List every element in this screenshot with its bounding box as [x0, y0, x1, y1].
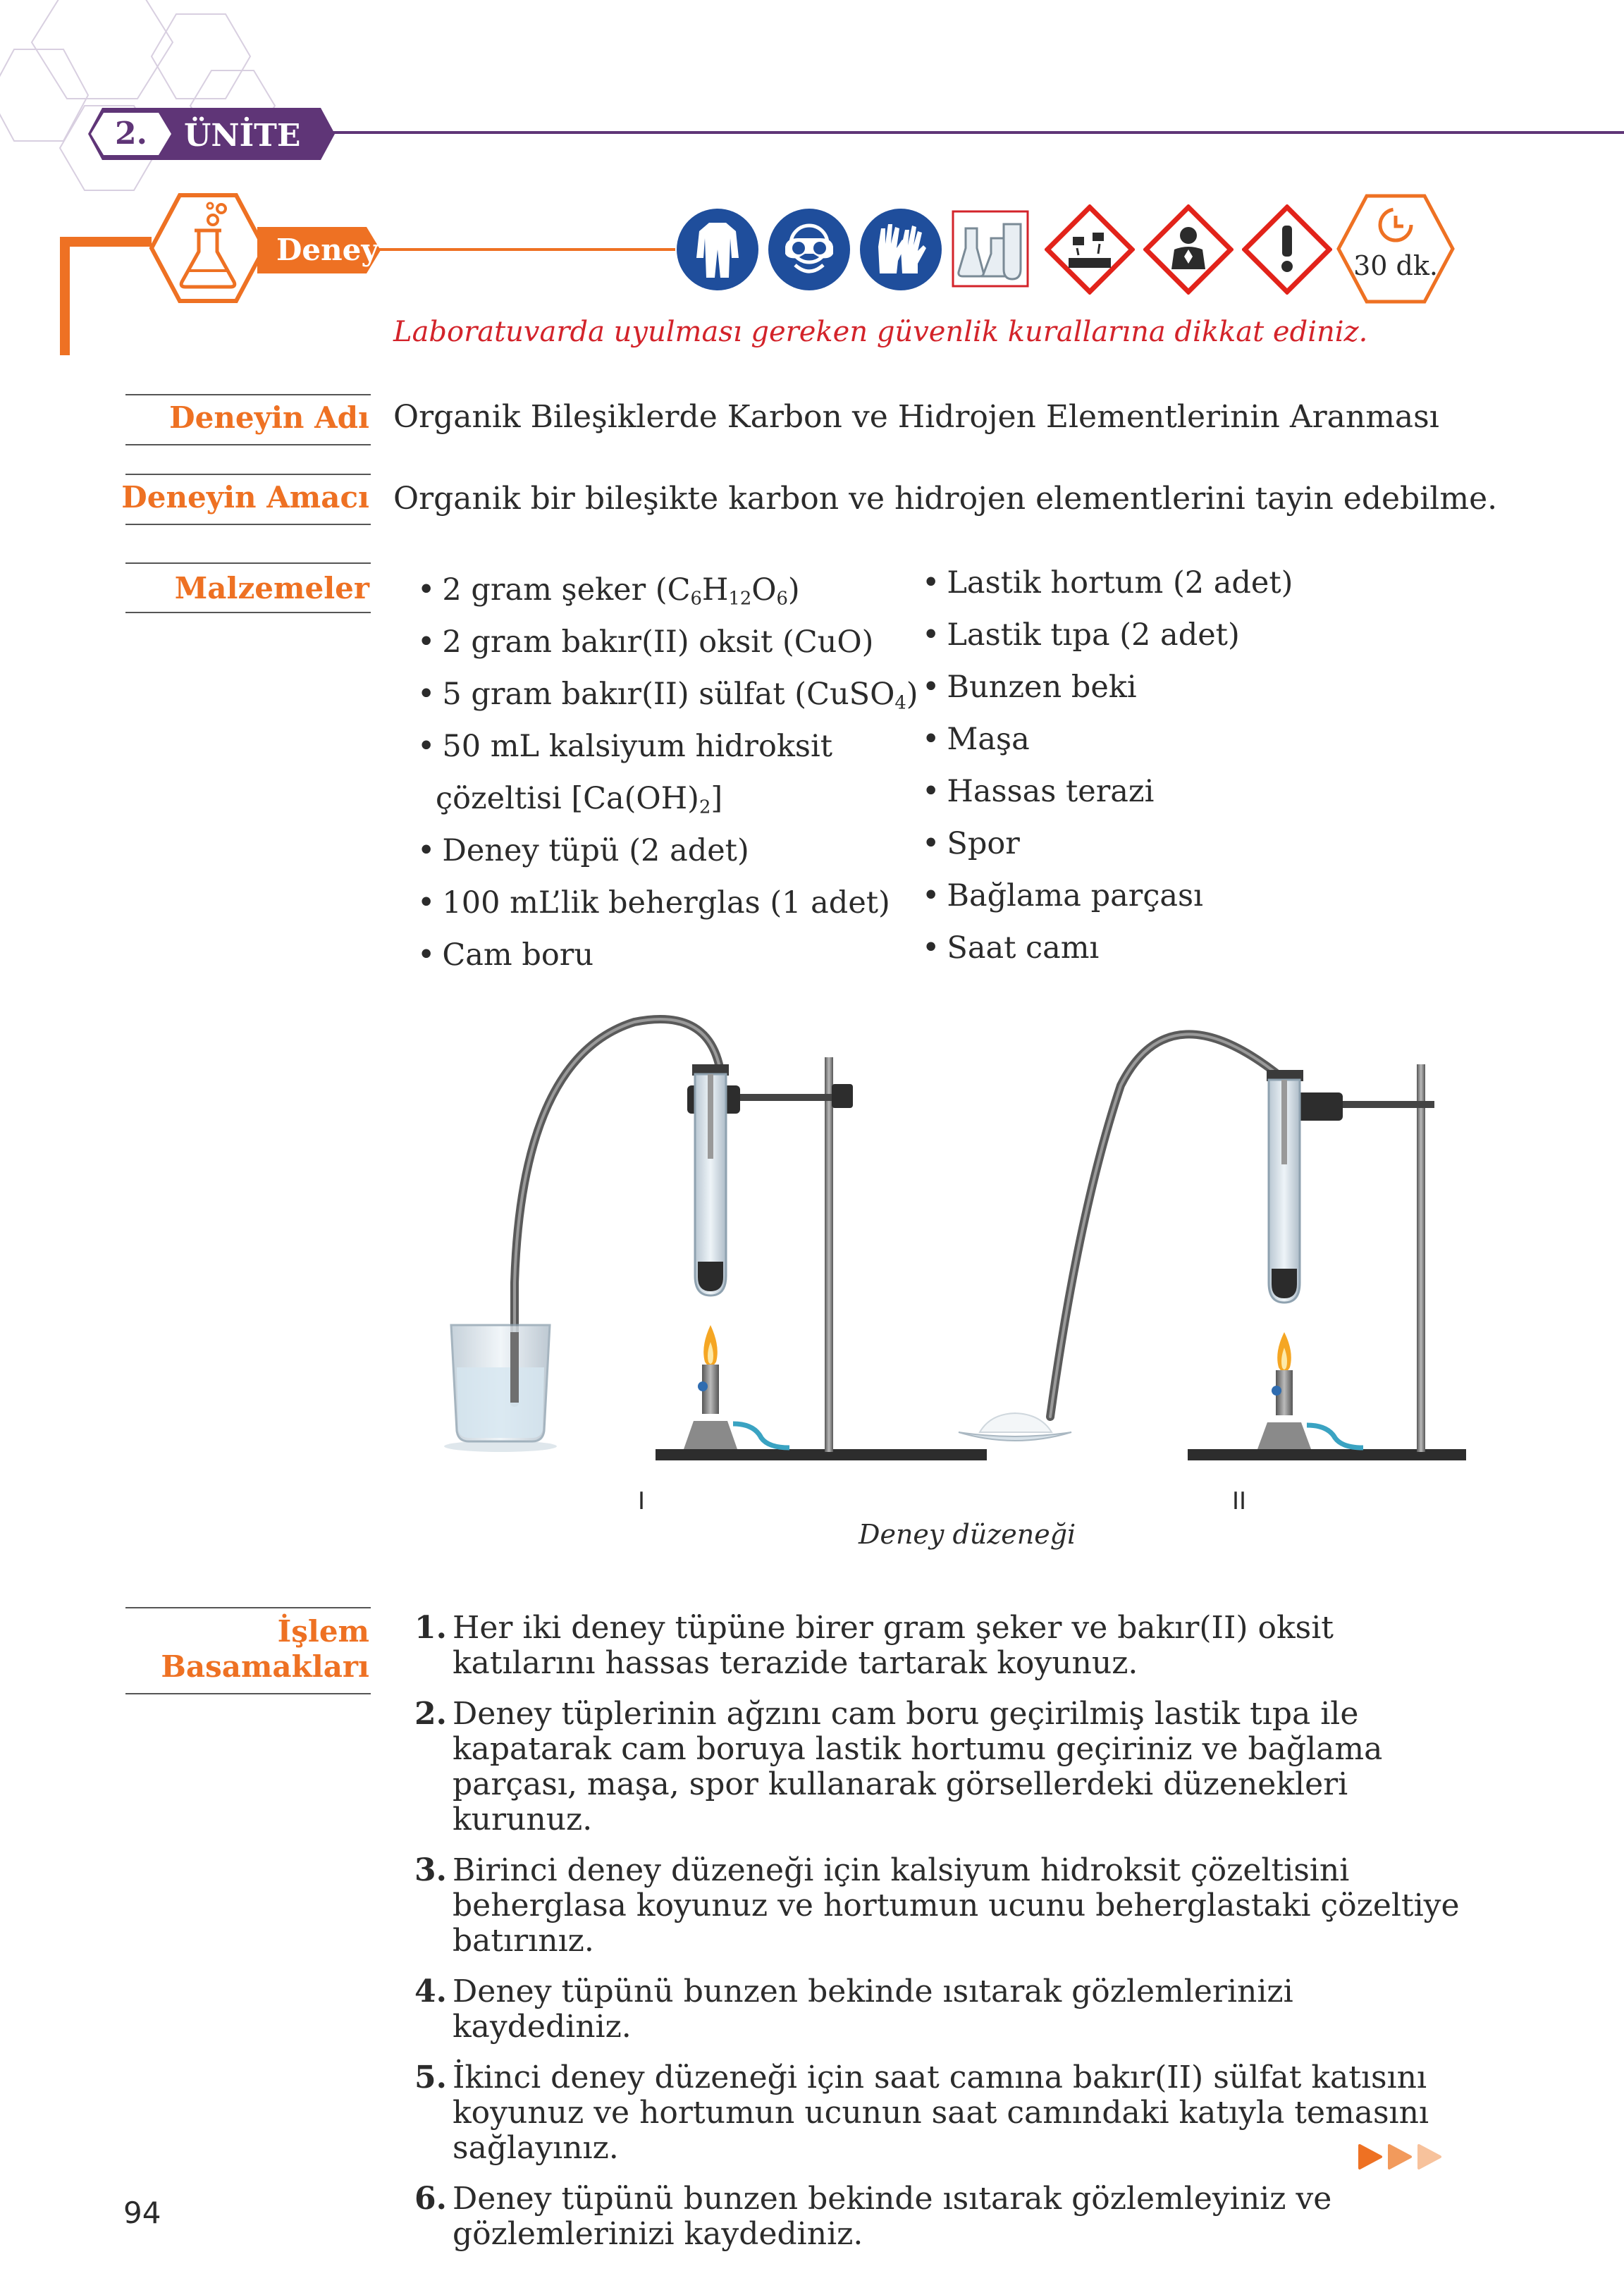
figure-caption: Deney düzeneği — [859, 1519, 1076, 1550]
list-item: • 5 gram bakır(II) sülfat (CuSO$_4$) — [417, 677, 918, 714]
list-item: • 2 gram bakır(II) oksit (CuO) — [417, 624, 874, 660]
section-bracket — [60, 237, 70, 355]
list-item: 4. Deney tüpünü bunzen bekinde ısıtarak gözlemlerinizi kaydediniz. — [414, 1974, 1293, 2045]
setup-1 — [444, 1019, 987, 1460]
experiment-aim-label: Deneyin Amacı — [121, 480, 369, 515]
list-item: • Cam boru — [417, 937, 594, 973]
lab-coat-icon — [675, 207, 760, 292]
experiment-setup-illustration — [423, 1001, 1466, 1508]
glassware-icon — [952, 210, 1029, 288]
health-hazard-icon — [1143, 204, 1234, 295]
gloves-icon — [859, 207, 943, 292]
list-item: • Deney tüpü (2 adet) — [417, 833, 749, 868]
goggles-icon — [767, 207, 851, 292]
list-item: • Maşa — [922, 722, 1030, 757]
decorative-hexagons — [0, 0, 324, 197]
rule-materials-top — [125, 562, 371, 564]
procedure-steps — [414, 1611, 1472, 2267]
steps-label-line1: İşlem — [277, 1614, 369, 1649]
duration-text: 30 dk. — [1353, 250, 1438, 281]
list-item: 3. Birinci deney düzeneği için kalsiyum hidroksit çözeltisini beherglasa koyunuz ve hortumun ucunu beherglastaki çözeltiye batırınız. — [414, 1852, 1460, 1959]
materials-label: Malzemeler — [174, 571, 369, 605]
list-item: • Hassas terazi — [922, 774, 1155, 809]
exclamation-icon — [1242, 204, 1332, 295]
list-item: • Bağlama parçası — [922, 878, 1203, 913]
rule-name-bottom — [125, 444, 371, 445]
figure-label-2: II — [1232, 1487, 1247, 1515]
rule-name-top — [125, 394, 371, 395]
section-bracket-top — [60, 237, 152, 247]
steps-label-line2: Basamakları — [161, 1649, 369, 1684]
list-item: • Bunzen beki — [922, 670, 1137, 705]
materials-list-left — [417, 564, 918, 981]
rule-steps-top — [125, 1607, 371, 1608]
list-item: çözeltisi $[Ca(OH)_2]$ — [436, 781, 723, 818]
timer-icon — [1336, 193, 1456, 304]
unit-header — [88, 106, 1624, 162]
safety-warning: Laboratuvarda uyulması gereken güvenlik kurallarına dikkat ediniz. — [393, 316, 1368, 348]
rule-materials-bottom — [125, 612, 371, 613]
list-item: 6. Deney tüpünü bunzen bekinde ısıtarak gözlemleyiniz ve gözlemlerinizi kaydediniz. — [414, 2181, 1332, 2252]
list-item: • Saat camı — [922, 930, 1100, 966]
list-item: • Lastik hortum (2 adet) — [922, 565, 1293, 601]
rule-aim-top — [125, 474, 371, 475]
continue-arrows-icon — [1357, 2143, 1448, 2171]
materials-list-right — [922, 557, 1293, 974]
section-label: Deney — [276, 233, 379, 267]
list-item: • Spor — [922, 826, 1020, 861]
unit-rule — [331, 131, 1624, 134]
list-item: • Lastik tıpa (2 adet) — [922, 617, 1240, 653]
page-number: 94 — [123, 2196, 161, 2230]
list-item: 2. Deney tüplerinin ağzını cam boru geçirilmiş lastik tıpa ile kapatarak cam boruya lastik hortumu geçiriniz ve bağlama parçası, maşa, spor kullanarak görsellerdeki düzenekleri kurunuz. — [414, 1696, 1383, 1837]
rule-aim-bottom — [125, 524, 371, 525]
experiment-aim: Organik bir bileşikte karbon ve hidrojen elementlerini tayin edebilme. — [393, 481, 1498, 517]
corrosive-icon — [1045, 204, 1135, 295]
experiment-name-label: Deneyin Adı — [169, 400, 369, 435]
rule-steps-bottom — [125, 1693, 371, 1694]
list-item: • 2 gram şeker $(C_6H_{12}O_6)$ — [417, 572, 800, 610]
figure-label-1: I — [638, 1487, 646, 1515]
list-item: 5. İkinci deney düzeneği için saat camına bakır(II) sülfat katısını koyunuz ve hortumun ucunun saat camındaki katıyla temasını sağlayınız. — [414, 2060, 1429, 2166]
unit-number: 2. — [115, 116, 147, 152]
flask-icon — [148, 192, 268, 304]
unit-label: ÜNİTE — [184, 118, 301, 154]
list-item: • 50 mL kalsiyum hidroksit — [417, 729, 833, 764]
experiment-name: Organik Bileşiklerde Karbon ve Hidrojen Elementlerinin Aranması — [393, 399, 1439, 435]
list-item: 1. Her iki deney tüpüne birer gram şeker ve bakır(II) oksit katılarını hassas terazide tartarak koyunuz. — [414, 1610, 1334, 1681]
list-item: • 100 mL’lik beherglas (1 adet) — [417, 885, 890, 921]
header-rule — [379, 248, 675, 251]
setup-2 — [959, 1034, 1466, 1460]
